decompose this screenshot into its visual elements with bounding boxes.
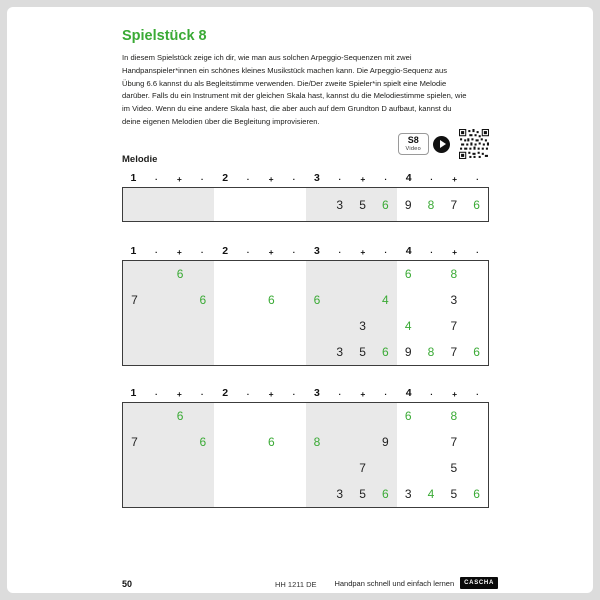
note-cell xyxy=(191,287,214,313)
note-cell xyxy=(465,339,488,365)
note-value: 9 xyxy=(404,197,412,212)
note-value: 6 xyxy=(199,293,207,307)
note-cell xyxy=(442,481,465,507)
beat-label: · xyxy=(200,388,204,399)
note-value: 3 xyxy=(359,319,366,333)
notation-row xyxy=(123,455,488,481)
note-cell xyxy=(442,287,465,313)
beat-label: 3 xyxy=(314,244,320,257)
note-cell xyxy=(237,481,260,507)
note-value: 5 xyxy=(450,487,458,501)
note-cell xyxy=(374,455,397,481)
page-number: 50 xyxy=(122,579,133,589)
video-badge-code: S8 xyxy=(407,135,419,146)
page-footer xyxy=(122,577,498,592)
note-cell xyxy=(328,339,351,365)
media-row xyxy=(122,128,489,160)
beat-label: · xyxy=(338,388,342,399)
beat-label: · xyxy=(338,173,342,184)
notation-row xyxy=(123,313,488,339)
book-title: Handpan schnell und einfach lernen xyxy=(334,578,455,588)
note-cell xyxy=(169,339,192,365)
note-value: 3 xyxy=(336,487,344,501)
note-cell xyxy=(328,481,351,507)
beat-label: · xyxy=(292,388,296,399)
note-cell xyxy=(442,261,465,287)
beat-header xyxy=(122,170,489,183)
note-cell xyxy=(237,455,260,481)
note-cell xyxy=(328,287,351,313)
note-cell xyxy=(283,403,306,429)
note-cell xyxy=(123,339,146,365)
note-cell xyxy=(420,481,443,507)
note-cell xyxy=(306,403,329,429)
note-cell xyxy=(191,403,214,429)
note-cell xyxy=(374,313,397,339)
note-cell xyxy=(214,261,237,287)
beat-label: · xyxy=(476,173,479,184)
note-cell xyxy=(374,403,397,429)
note-value: 6 xyxy=(382,197,389,212)
page-title: Spielstück 8 xyxy=(122,28,207,44)
note-cell xyxy=(169,261,192,287)
note-value: 9 xyxy=(382,435,389,449)
play-icon xyxy=(433,136,450,153)
note-cell xyxy=(123,313,146,339)
note-cell xyxy=(465,429,488,455)
note-cell xyxy=(397,481,420,507)
note-cell xyxy=(191,339,214,365)
note-value: 6 xyxy=(382,345,389,359)
note-cell xyxy=(283,261,306,287)
note-value: 8 xyxy=(427,197,435,212)
beat-label: · xyxy=(154,173,158,184)
note-cell xyxy=(442,313,465,339)
note-cell xyxy=(465,287,488,313)
brand-logo: CASCHA xyxy=(460,577,498,589)
note-cell xyxy=(123,287,146,313)
beat-label: 4 xyxy=(405,171,412,184)
note-cell xyxy=(260,339,283,365)
beat-header xyxy=(122,243,489,256)
intro-line: Handpanspieler*innen ein schönes kleines Musikstück machen kann. Die Arpeggio-Sequenz aus xyxy=(122,65,448,75)
note-cell xyxy=(191,313,214,339)
note-cell xyxy=(374,339,397,365)
notation-box xyxy=(122,187,489,222)
note-value: 3 xyxy=(336,345,344,359)
note-value: 7 xyxy=(131,293,138,307)
note-cell xyxy=(191,188,214,221)
note-cell xyxy=(169,313,192,339)
note-cell xyxy=(351,481,374,507)
note-cell xyxy=(328,188,351,221)
note-cell xyxy=(465,455,488,481)
note-cell xyxy=(191,261,214,287)
note-value: 7 xyxy=(450,435,458,449)
notation-box xyxy=(122,260,489,366)
edition-code: HH 1211 DE xyxy=(275,580,317,589)
note-cell xyxy=(146,481,169,507)
beat-label: + xyxy=(360,173,366,184)
note-cell xyxy=(420,287,443,313)
note-cell xyxy=(397,339,420,365)
note-cell xyxy=(214,287,237,313)
note-cell xyxy=(214,455,237,481)
note-cell xyxy=(351,429,374,455)
intro-paragraph xyxy=(122,52,492,129)
intro-line: Übung 6.6 kannst du als Begleitstimme verwenden. Die/Der zweite Spieler*in spielt eine Melodie xyxy=(122,78,447,88)
beat-label: · xyxy=(200,246,204,257)
note-cell xyxy=(191,455,214,481)
video-badge-pill xyxy=(398,133,429,155)
note-cell xyxy=(442,429,465,455)
note-cell xyxy=(123,261,146,287)
note-cell xyxy=(169,403,192,429)
note-cell xyxy=(283,287,306,313)
play-triangle-icon xyxy=(440,140,446,148)
note-cell xyxy=(397,261,420,287)
note-cell xyxy=(397,403,420,429)
note-cell xyxy=(283,313,306,339)
note-cell xyxy=(191,429,214,455)
note-cell xyxy=(146,429,169,455)
beat-label: 2 xyxy=(222,386,229,399)
note-value: 6 xyxy=(382,487,389,501)
note-value: 6 xyxy=(404,409,412,423)
beat-label: · xyxy=(430,173,434,184)
note-cell xyxy=(374,429,397,455)
beat-label: · xyxy=(384,388,388,399)
note-cell xyxy=(214,481,237,507)
intro-line: In diesem Spielstück zeige ich dir, wie man aus solchen Arpeggio-Sequenzen mit zwei xyxy=(122,53,412,62)
note-cell xyxy=(465,188,488,221)
note-cell xyxy=(191,481,214,507)
beat-label: + xyxy=(176,388,182,399)
notation-grid-melody xyxy=(122,170,489,222)
notation-row xyxy=(123,481,488,507)
note-value: 4 xyxy=(427,487,435,501)
note-value: 4 xyxy=(382,293,389,307)
note-cell xyxy=(420,455,443,481)
note-cell xyxy=(374,188,397,221)
note-value: 5 xyxy=(359,487,366,501)
note-cell xyxy=(351,287,374,313)
note-cell xyxy=(306,188,329,221)
note-value: 6 xyxy=(176,267,184,281)
note-cell xyxy=(169,455,192,481)
beat-label: + xyxy=(268,388,274,399)
note-cell xyxy=(260,429,283,455)
note-value: 9 xyxy=(404,345,412,359)
note-cell xyxy=(328,313,351,339)
note-value: 3 xyxy=(404,487,412,501)
note-value: 8 xyxy=(450,267,458,281)
note-cell xyxy=(397,287,420,313)
note-cell xyxy=(123,481,146,507)
note-cell xyxy=(146,339,169,365)
beat-label: 4 xyxy=(405,244,412,257)
beat-label: + xyxy=(176,246,182,257)
note-cell xyxy=(237,339,260,365)
note-value: 6 xyxy=(473,345,480,359)
note-value: 5 xyxy=(450,461,458,475)
note-value: 6 xyxy=(404,267,412,281)
note-cell xyxy=(306,287,329,313)
beat-label: · xyxy=(292,173,296,184)
video-badge-label: Video xyxy=(405,145,421,152)
note-value: 6 xyxy=(473,197,480,212)
note-cell xyxy=(123,188,146,221)
intro-line: im Video. Wenn du eine andere Skala hast, die aber auch auf dem Grundton D aufbaut, kannst du xyxy=(122,104,452,114)
note-value: 7 xyxy=(359,461,366,475)
beat-label: + xyxy=(268,173,274,184)
book-page xyxy=(7,7,593,593)
note-cell xyxy=(420,403,443,429)
note-cell xyxy=(374,481,397,507)
note-cell xyxy=(351,403,374,429)
notation-row xyxy=(123,403,488,429)
notation-row xyxy=(123,261,488,287)
note-cell xyxy=(306,339,329,365)
note-cell xyxy=(420,339,443,365)
note-cell xyxy=(442,403,465,429)
beat-label: + xyxy=(452,388,458,399)
beat-label: · xyxy=(430,246,434,257)
note-value: 3 xyxy=(450,293,458,307)
note-cell xyxy=(465,403,488,429)
beat-label: + xyxy=(360,246,366,257)
note-cell xyxy=(283,481,306,507)
note-cell xyxy=(442,188,465,221)
note-cell xyxy=(442,455,465,481)
intro-line: deine eigenen Melodien über die Begleitung improvisieren. xyxy=(122,116,320,126)
note-cell xyxy=(123,455,146,481)
footer-right xyxy=(334,577,498,589)
beat-label: · xyxy=(384,173,388,184)
beat-label: 1 xyxy=(130,244,137,257)
note-cell xyxy=(351,339,374,365)
note-cell xyxy=(420,261,443,287)
melodie-label: Melodie xyxy=(122,154,158,165)
note-cell xyxy=(169,429,192,455)
note-cell xyxy=(351,455,374,481)
note-cell xyxy=(397,313,420,339)
beat-header xyxy=(122,385,489,398)
note-value: 8 xyxy=(313,435,321,449)
note-cell xyxy=(237,429,260,455)
beat-label: + xyxy=(268,246,274,257)
note-cell xyxy=(306,429,329,455)
beat-label: 4 xyxy=(405,386,412,399)
note-value: 8 xyxy=(450,409,458,423)
beat-label: · xyxy=(384,246,388,257)
note-cell xyxy=(214,403,237,429)
note-cell xyxy=(260,287,283,313)
note-value: 7 xyxy=(131,435,138,449)
note-cell xyxy=(214,188,237,221)
beat-label: 3 xyxy=(314,386,320,399)
note-cell xyxy=(351,261,374,287)
note-cell xyxy=(237,313,260,339)
note-cell xyxy=(328,403,351,429)
beat-label: 2 xyxy=(222,244,229,257)
beat-label: + xyxy=(176,173,182,184)
notation-grid-system-2 xyxy=(122,385,489,508)
note-cell xyxy=(397,455,420,481)
notation-box xyxy=(122,402,489,508)
note-value: 6 xyxy=(267,435,275,449)
note-value: 5 xyxy=(359,345,366,359)
note-cell xyxy=(169,481,192,507)
note-cell xyxy=(351,313,374,339)
note-cell xyxy=(260,313,283,339)
note-cell xyxy=(260,261,283,287)
note-cell xyxy=(397,429,420,455)
beat-label: · xyxy=(476,246,479,257)
note-cell xyxy=(146,188,169,221)
note-cell xyxy=(260,188,283,221)
note-value: 3 xyxy=(336,197,344,212)
note-cell xyxy=(283,429,306,455)
note-cell xyxy=(260,403,283,429)
note-cell xyxy=(465,481,488,507)
note-cell xyxy=(420,313,443,339)
beat-label: 3 xyxy=(314,171,320,184)
note-cell xyxy=(328,261,351,287)
note-cell xyxy=(146,455,169,481)
note-value: 6 xyxy=(313,293,321,307)
beat-label: + xyxy=(360,388,366,399)
note-value: 4 xyxy=(404,319,412,333)
beat-label: · xyxy=(430,388,434,399)
notation-row xyxy=(123,429,488,455)
note-value: 5 xyxy=(359,197,366,212)
note-cell xyxy=(442,339,465,365)
note-cell xyxy=(306,455,329,481)
beat-label: · xyxy=(246,388,250,399)
note-cell xyxy=(214,313,237,339)
note-value: 6 xyxy=(176,409,184,423)
note-cell xyxy=(169,287,192,313)
beat-label: · xyxy=(154,246,158,257)
note-cell xyxy=(351,188,374,221)
note-cell xyxy=(123,403,146,429)
beat-label: · xyxy=(246,173,250,184)
beat-label: 2 xyxy=(222,171,229,184)
note-cell xyxy=(146,403,169,429)
intro-line: darüber. Falls du ein Instrument mit der gleichen Skala hast, kannst du die Melodiestimme spielen, wie xyxy=(122,91,467,101)
note-cell xyxy=(260,481,283,507)
beat-label: · xyxy=(154,388,158,399)
note-cell xyxy=(237,261,260,287)
note-cell xyxy=(374,261,397,287)
note-value: 7 xyxy=(450,319,458,333)
note-cell xyxy=(214,339,237,365)
beat-label: + xyxy=(452,246,458,257)
note-value: 6 xyxy=(267,293,275,307)
notation-row xyxy=(123,188,488,221)
note-cell xyxy=(169,188,192,221)
notation-row xyxy=(123,287,488,313)
note-cell xyxy=(283,455,306,481)
note-value: 7 xyxy=(450,197,458,212)
note-cell xyxy=(465,261,488,287)
note-cell xyxy=(237,188,260,221)
note-cell xyxy=(420,429,443,455)
note-cell xyxy=(306,313,329,339)
notation-row xyxy=(123,339,488,365)
note-value: 7 xyxy=(450,345,458,359)
note-cell xyxy=(283,339,306,365)
beat-label: · xyxy=(338,246,342,257)
note-cell xyxy=(146,287,169,313)
note-value: 8 xyxy=(427,345,435,359)
beat-label: · xyxy=(246,246,250,257)
beat-label: 1 xyxy=(130,386,137,399)
note-cell xyxy=(397,188,420,221)
note-value: 6 xyxy=(199,435,207,449)
note-cell xyxy=(146,313,169,339)
beat-label: 1 xyxy=(130,171,137,184)
note-cell xyxy=(123,429,146,455)
note-cell xyxy=(306,481,329,507)
note-cell xyxy=(260,455,283,481)
beat-label: · xyxy=(476,388,479,399)
beat-label: · xyxy=(200,173,204,184)
notation-grid-system-1 xyxy=(122,243,489,366)
qr-code-icon xyxy=(459,129,489,159)
note-cell xyxy=(146,261,169,287)
note-cell xyxy=(306,261,329,287)
note-cell xyxy=(328,429,351,455)
video-badge xyxy=(398,133,450,155)
beat-label: + xyxy=(452,173,458,184)
note-cell xyxy=(214,429,237,455)
note-cell xyxy=(374,287,397,313)
note-value: 6 xyxy=(473,487,480,501)
note-cell xyxy=(283,188,306,221)
note-cell xyxy=(328,455,351,481)
note-cell xyxy=(420,188,443,221)
note-cell xyxy=(237,403,260,429)
beat-label: · xyxy=(292,246,296,257)
note-cell xyxy=(237,287,260,313)
note-cell xyxy=(465,313,488,339)
